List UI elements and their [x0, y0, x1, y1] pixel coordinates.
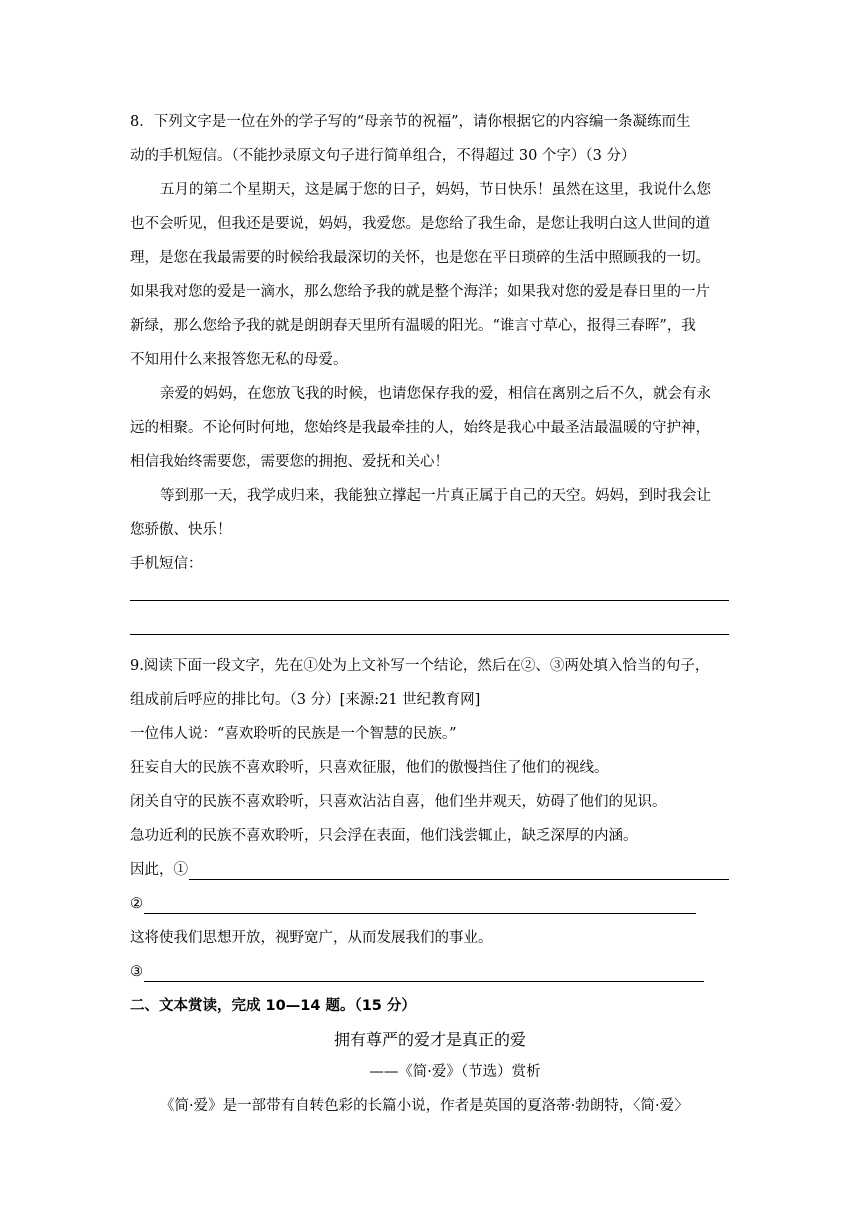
q8-passage-p2-line-1: 亲爱的妈妈，在您放飞我的时候，也请您保存我的爱，相信在离别之后不久，就会有永: [160, 386, 711, 402]
q9-stem-line-2: 组成前后呼应的排比句。（3 分）[来源:21 世纪教育网]: [130, 692, 481, 708]
q9-sentence-3: 急功近利的民族不喜欢聆听，只会浮在表面，他们浅尝辄止，缺乏深厚的内涵。: [130, 828, 638, 844]
q9-sentence-1: 狂妄自大的民族不喜欢聆听，只喜欢征服，他们的傲慢挡住了他们的视线。: [130, 760, 609, 776]
q9-middle-sentence: 这将使我们思想开放，视野宽广，从而发展我们的事业。: [130, 930, 493, 946]
q8-passage-p3-line-2: 您骄傲、快乐！: [130, 522, 232, 538]
q8-passage-p1-line-2: 也不会听见，但我还是要说，妈妈，我爱您。是您给了我生命，是您让我明白这人世间的道: [130, 216, 710, 232]
q8-stem-line-1: 8．下列文字是一位在外的学子写的“母亲节的祝福”，请你根据它的内容编一条凝练而生: [130, 114, 691, 130]
article-title: 拥有尊严的爱才是真正的爱: [333, 1030, 526, 1049]
q8-passage-p1-line-6: 不知用什么来报答您无私的母爱。: [130, 352, 348, 368]
q8-passage-p3-line-1: 等到那一天，我学成归来，我能独立撑起一片真正属于自己的天空。妈妈，到时我会让: [160, 488, 711, 504]
q8-stem-line-2: 动的手机短信。（不能抄录原文句子进行简单组合，不得超过 30 个字）（3 分）: [130, 148, 636, 164]
q9-blank-2-row: [130, 894, 696, 914]
q9-blank-1-line[interactable]: [189, 863, 729, 880]
section-2-heading: 二、文本赏读，完成 10—14 题。（15 分）: [130, 998, 416, 1014]
q9-sentence-2: 闭关自守的民族不喜欢聆听，只喜欢沾沾自喜，他们坐井观天，妨碍了他们的见识。: [130, 794, 667, 810]
q9-blank-3-line[interactable]: [144, 965, 704, 982]
q9-blank-1-prefix: 因此，①: [130, 862, 188, 878]
q8-answer-line-1[interactable]: [130, 600, 729, 601]
q8-answer-label: 手机短信：: [130, 556, 203, 572]
article-p1-line-1: 《简·爱》是一部带有自转色彩的长篇小说，作者是英国的夏洛蒂·勃朗特，〈简·爱〉: [160, 1098, 689, 1114]
q9-blank-3-row: [130, 962, 704, 982]
q8-passage-p1-line-3: 理，是您在我最需要的时候给我最深切的关怀，也是您在平日琐碎的生活中照顾我的一切。: [130, 250, 710, 266]
q8-answer-line-2[interactable]: [130, 634, 729, 635]
q9-blank-2-prefix: ②: [130, 896, 143, 912]
q9-quote: 一位伟人说：“喜欢聆听的民族是一个智慧的民族。”: [130, 726, 457, 742]
article-subtitle: ——《简·爱》（节选）赏析: [369, 1064, 541, 1080]
q9-blank-2-line[interactable]: [144, 897, 696, 914]
q9-blank-1-row: [130, 860, 729, 880]
q8-passage-p1-line-1: 五月的第二个星期天，这是属于您的日子，妈妈，节日快乐！虽然在这里，我说什么您: [160, 182, 711, 198]
q8-passage-p2-line-3: 相信我始终需要您，需要您的拥抱、爱抚和关心！: [130, 454, 449, 470]
q8-passage-p2-line-2: 远的相聚。不论何时何地，您始终是我最牵挂的人，始终是我心中最圣洁最温暖的守护神，: [130, 420, 710, 436]
q8-passage-p1-line-4: 如果我对您的爱是一滴水，那么您给予我的就是整个海洋；如果我对您的爱是春日里的一片: [130, 284, 710, 300]
q9-stem-line-1: 9.阅读下面一段文字，先在①处为上文补写一个结论，然后在②、③两处填入恰当的句子，: [130, 658, 710, 674]
q8-passage-p1-line-5: 新绿，那么您给予我的就是朗朗春天里所有温暖的阳光。“谁言寸草心，报得三春晖”，我: [130, 318, 696, 334]
q9-blank-3-prefix: ③: [130, 964, 143, 980]
